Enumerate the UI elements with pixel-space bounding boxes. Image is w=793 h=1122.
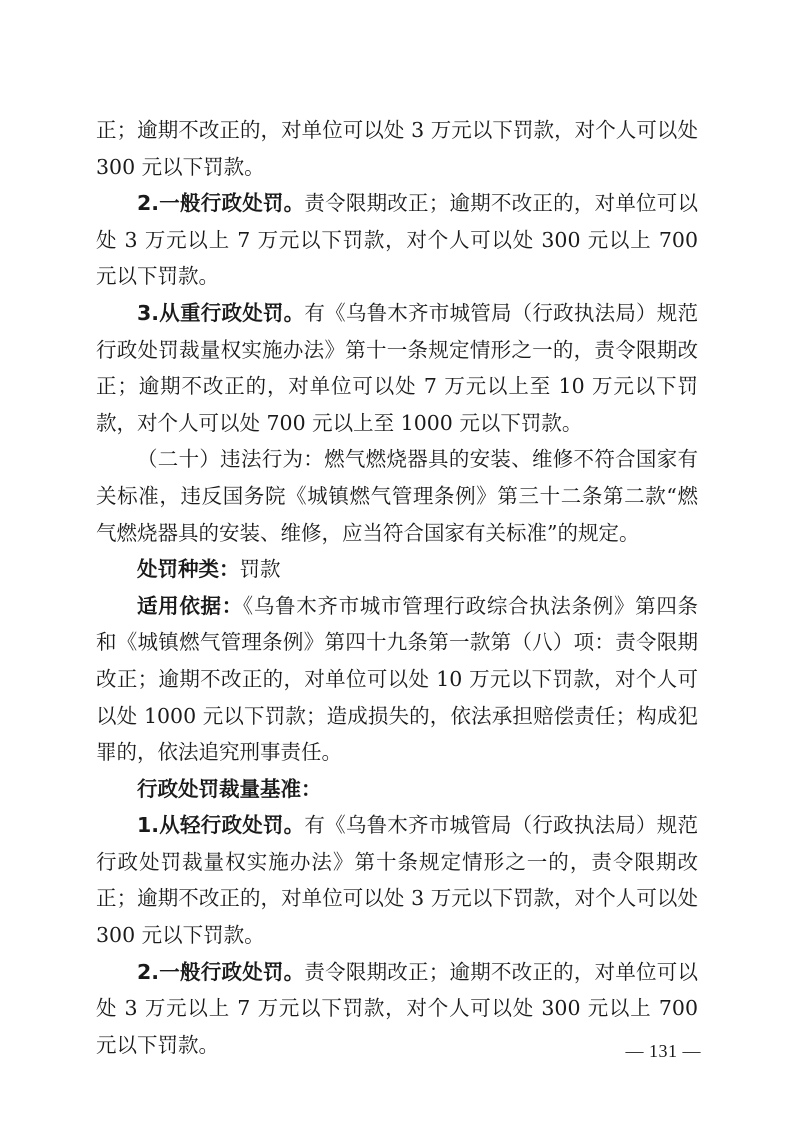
paragraph-text: 有《乌鲁木齐市城管局（行政执法局）规范行政处罚裁量权实施办法》第十一条规定情形之一的，责令限期改正；逾期不改正的，对单位可以处 7 万元以上至 10 万元以下罚款，对个人可以处 700 元以上至 1000 元以下罚款。 bbox=[96, 300, 699, 435]
paragraph-heading: 2.一般行政处罚。 bbox=[137, 191, 305, 216]
page-number: — 131 — bbox=[625, 1041, 701, 1061]
paragraph-general-penalty bbox=[96, 185, 698, 295]
paragraph-heading: 3.从重行政处罚。 bbox=[137, 300, 305, 325]
paragraph-heading: 处罚种类： bbox=[137, 557, 240, 582]
paragraph-text: 责令限期改正；逾期不改正的，对单位可以处 3 万元以上 7 万元以下罚款，对个人可以处 300 元以上 700 元以下罚款。 bbox=[96, 959, 699, 1057]
paragraph-heading: 2.一般行政处罚。 bbox=[137, 959, 305, 984]
paragraph-general-penalty-2 bbox=[96, 954, 698, 1064]
paragraph-text: 《乌鲁木齐市城市管理行政综合执法条例》第四条和《城镇燃气管理条例》第四十九条第一款第（八）项：责令限期改正；逾期不改正的，对单位可以处 10 万元以下罚款，对个人可以处 1000 元以下罚款；造成损失的，依法承担赔偿责任；构成犯罪的，依法追究刑事责任。 bbox=[96, 593, 699, 765]
paragraph-text: 责令限期改正；逾期不改正的，对单位可以处 3 万元以上 7 万元以下罚款，对个人可以处 300 元以上 700 元以下罚款。 bbox=[96, 191, 699, 289]
paragraph-heavier-penalty bbox=[96, 295, 698, 441]
paragraph-discretion-standard bbox=[96, 771, 698, 808]
document-body bbox=[96, 112, 698, 1063]
paragraph-text: 罚款 bbox=[239, 557, 281, 582]
paragraph-heading: 1.从轻行政处罚。 bbox=[137, 813, 305, 838]
paragraph-violation-20 bbox=[96, 441, 698, 551]
paragraph-heading: 适用依据： bbox=[137, 593, 243, 618]
paragraph-heading: 行政处罚裁量基准： bbox=[137, 776, 322, 801]
paragraph-text: （二十）违法行为：燃气燃烧器具的安装、维修不符合国家有关标准，违反国务院《城镇燃气管理条例》第三十二条第二款“燃气燃烧器具的安装、维修，应当符合国家有关标准”的规定。 bbox=[96, 447, 698, 545]
paragraph-fine-continuation bbox=[96, 112, 698, 185]
paragraph-text: 有《乌鲁木齐市城管局（行政执法局）规范行政处罚裁量权实施办法》第十条规定情形之一的，责令限期改正；逾期不改正的，对单位可以处 3 万元以下罚款，对个人可以处 300 元以下罚款。 bbox=[96, 813, 699, 948]
paragraph-penalty-type bbox=[96, 551, 698, 588]
paragraph-lighter-penalty bbox=[96, 807, 698, 953]
paragraph-legal-basis bbox=[96, 588, 698, 771]
paragraph-text: 正；逾期不改正的，对单位可以处 3 万元以下罚款，对个人可以处 300 元以下罚款。 bbox=[96, 118, 698, 179]
